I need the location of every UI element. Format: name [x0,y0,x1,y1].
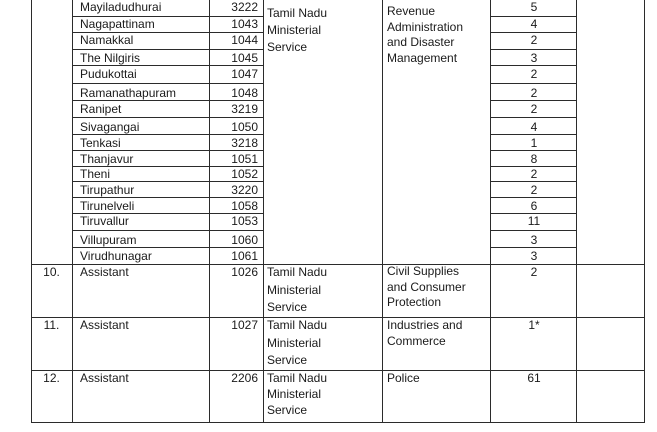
row-border [72,117,264,118]
post-code: 2206 [231,371,258,385]
department-line: Police [387,371,420,385]
service-name [267,264,327,317]
group-service-line: Ministerial [267,23,322,37]
district-count: 1 [530,136,538,150]
district-count: 4 [530,17,538,31]
district-code: 1051 [231,152,258,166]
col-border-service [382,0,383,423]
district-name: Namakkal [80,33,134,47]
district-name: Tirupathur [80,183,135,197]
service-name [267,317,327,370]
department-line: and Consumer [387,279,466,294]
district-code: 1045 [231,51,258,65]
department-name [387,370,420,386]
department-line: Industries and [387,318,463,332]
district-code: 1052 [231,167,258,181]
serial-number: 10. [43,265,60,279]
col-border-code [263,0,264,423]
district-name: The Nilgiris [80,51,141,65]
post-name: Assistant [80,318,129,332]
district-code: 1043 [231,17,258,31]
district-code: 1050 [231,120,258,134]
department-name [387,264,466,311]
district-count: 8 [530,152,538,166]
serial-number: 12. [43,371,60,385]
district-code: 1060 [231,233,258,247]
district-name: Tirunelveli [80,199,135,213]
group-service [267,5,327,56]
district-name: Ranipet [80,102,122,116]
vacancy-count: 2 [530,265,538,279]
district-code: 1061 [231,249,258,263]
vacancy-count: 1* [528,318,540,332]
district-name: Sivagangai [80,120,140,134]
row-border [72,83,264,84]
group-department-line: Revenue [387,4,436,18]
district-code: 1058 [231,199,258,213]
row-border [490,230,577,231]
service-line: Tamil Nadu [267,318,328,332]
district-count: 2 [530,102,538,116]
service-line: Service [267,300,308,314]
vacancy-count: 61 [527,371,541,385]
district-code: 3220 [231,183,258,197]
district-code: 1053 [231,214,258,228]
district-count: 2 [530,86,538,100]
district-count: 2 [530,33,538,47]
district-count: 11 [527,214,541,228]
service-line: Ministerial [267,387,322,401]
group-service-line: Service [267,40,308,54]
district-name: Tiruvallur [80,214,129,228]
post-code: 1026 [231,265,258,279]
group-department-line: Management [387,50,458,65]
district-code: 3219 [231,102,258,116]
district-name: Theni [80,167,111,181]
district-name: Virudhunagar [80,249,152,263]
group-department [387,4,463,66]
col-border-right [644,0,645,423]
service-line: Service [267,353,308,367]
district-count: 2 [530,167,538,181]
district-name: Mayiladudhurai [80,0,162,14]
department-line: Commerce [387,334,446,348]
district-count: 3 [530,249,538,263]
service-line: Ministerial [267,282,322,297]
post-name: Assistant [80,265,129,279]
department-line: Protection [387,295,442,309]
district-code: 3218 [231,136,258,150]
service-line: Service [267,403,308,417]
district-count: 2 [530,183,538,197]
district-name: Thanjavur [80,152,134,166]
group-service-line: Tamil Nadu [267,6,328,20]
district-name: Nagapattinam [80,17,155,31]
district-count: 2 [530,67,538,81]
district-code: 3222 [231,0,258,14]
district-name: Tenkasi [80,136,121,150]
table-bottom-border [31,422,645,423]
district-count: 3 [530,51,538,65]
district-count: 4 [530,120,538,134]
row-border [490,83,577,84]
district-count: 3 [530,233,538,247]
col-border-left [31,0,32,423]
district-code: 1048 [231,86,258,100]
col-border-sno [72,0,73,423]
service-line: Tamil Nadu [267,265,328,279]
serial-number: 11. [43,318,60,332]
col-border-count [576,0,577,423]
district-count: 5 [530,0,538,14]
col-border-department [490,0,491,423]
service-line: Tamil Nadu [267,371,328,385]
district-count: 6 [530,199,538,213]
group-department-line: Administration [387,19,464,34]
post-code: 1027 [231,318,258,332]
group-department-line: and Disaster [387,35,455,49]
row-border [72,230,264,231]
post-name: Assistant [80,371,129,385]
department-line: Civil Supplies [387,264,460,278]
row-border [490,117,577,118]
district-name: Ramanathapuram [80,86,177,100]
department-name [387,317,462,349]
district-code: 1047 [231,67,258,81]
district-name: Villupuram [80,233,137,247]
district-code: 1044 [231,33,258,47]
district-name: Pudukottai [80,67,137,81]
service-name [267,370,327,418]
service-line: Ministerial [267,335,322,350]
